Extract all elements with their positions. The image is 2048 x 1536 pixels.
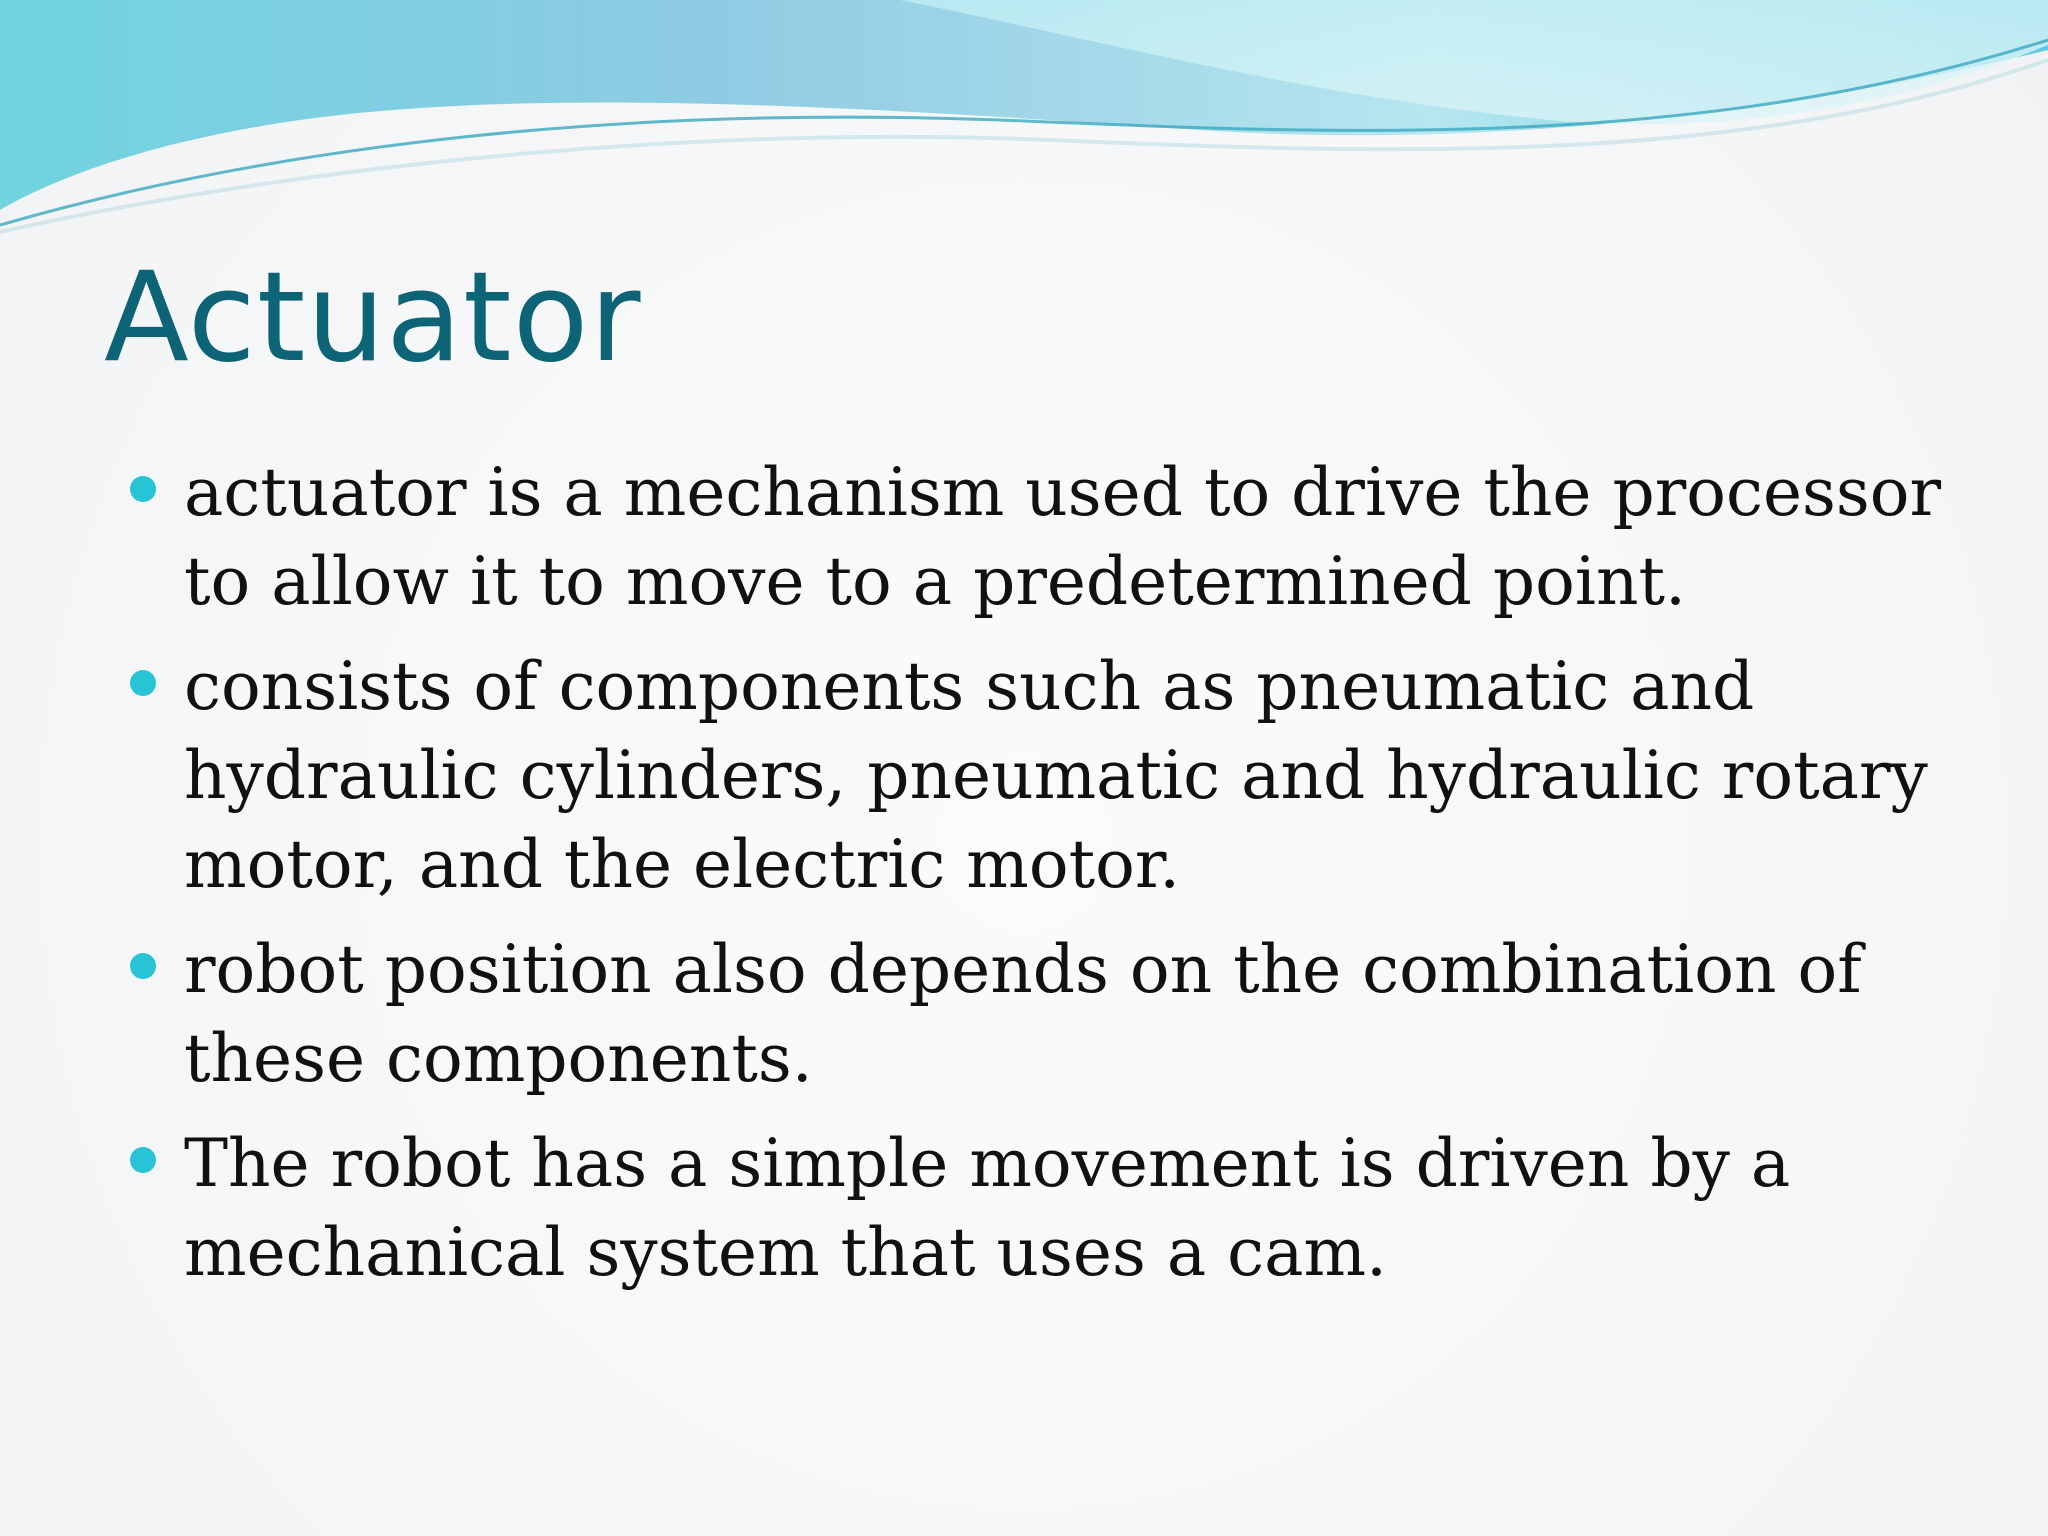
bullet-dot-icon	[130, 953, 156, 979]
bullet-text: actuator is a mechanism used to drive the processor to allow it to move to a predetermined point.	[184, 454, 1942, 620]
bullet-item	[130, 1119, 1960, 1297]
bullet-item	[130, 448, 1960, 626]
bullet-dot-icon	[130, 1147, 156, 1173]
decorative-wave	[0, 0, 2048, 260]
bullet-item	[130, 642, 1960, 909]
bullet-list	[130, 448, 1960, 1313]
bullet-dot-icon	[130, 476, 156, 502]
bullet-dot-icon	[130, 670, 156, 696]
bullet-text: consists of components such as pneumatic and hydraulic cylinders, pneumatic and hydraulic rotary motor, and the electric motor.	[184, 648, 1928, 903]
slide-title: Actuator	[104, 246, 642, 390]
bullet-item	[130, 925, 1960, 1103]
bullet-text: The robot has a simple movement is driven by a mechanical system that uses a cam.	[184, 1125, 1791, 1291]
bullet-text: robot position also depends on the combination of these components.	[184, 931, 1862, 1097]
